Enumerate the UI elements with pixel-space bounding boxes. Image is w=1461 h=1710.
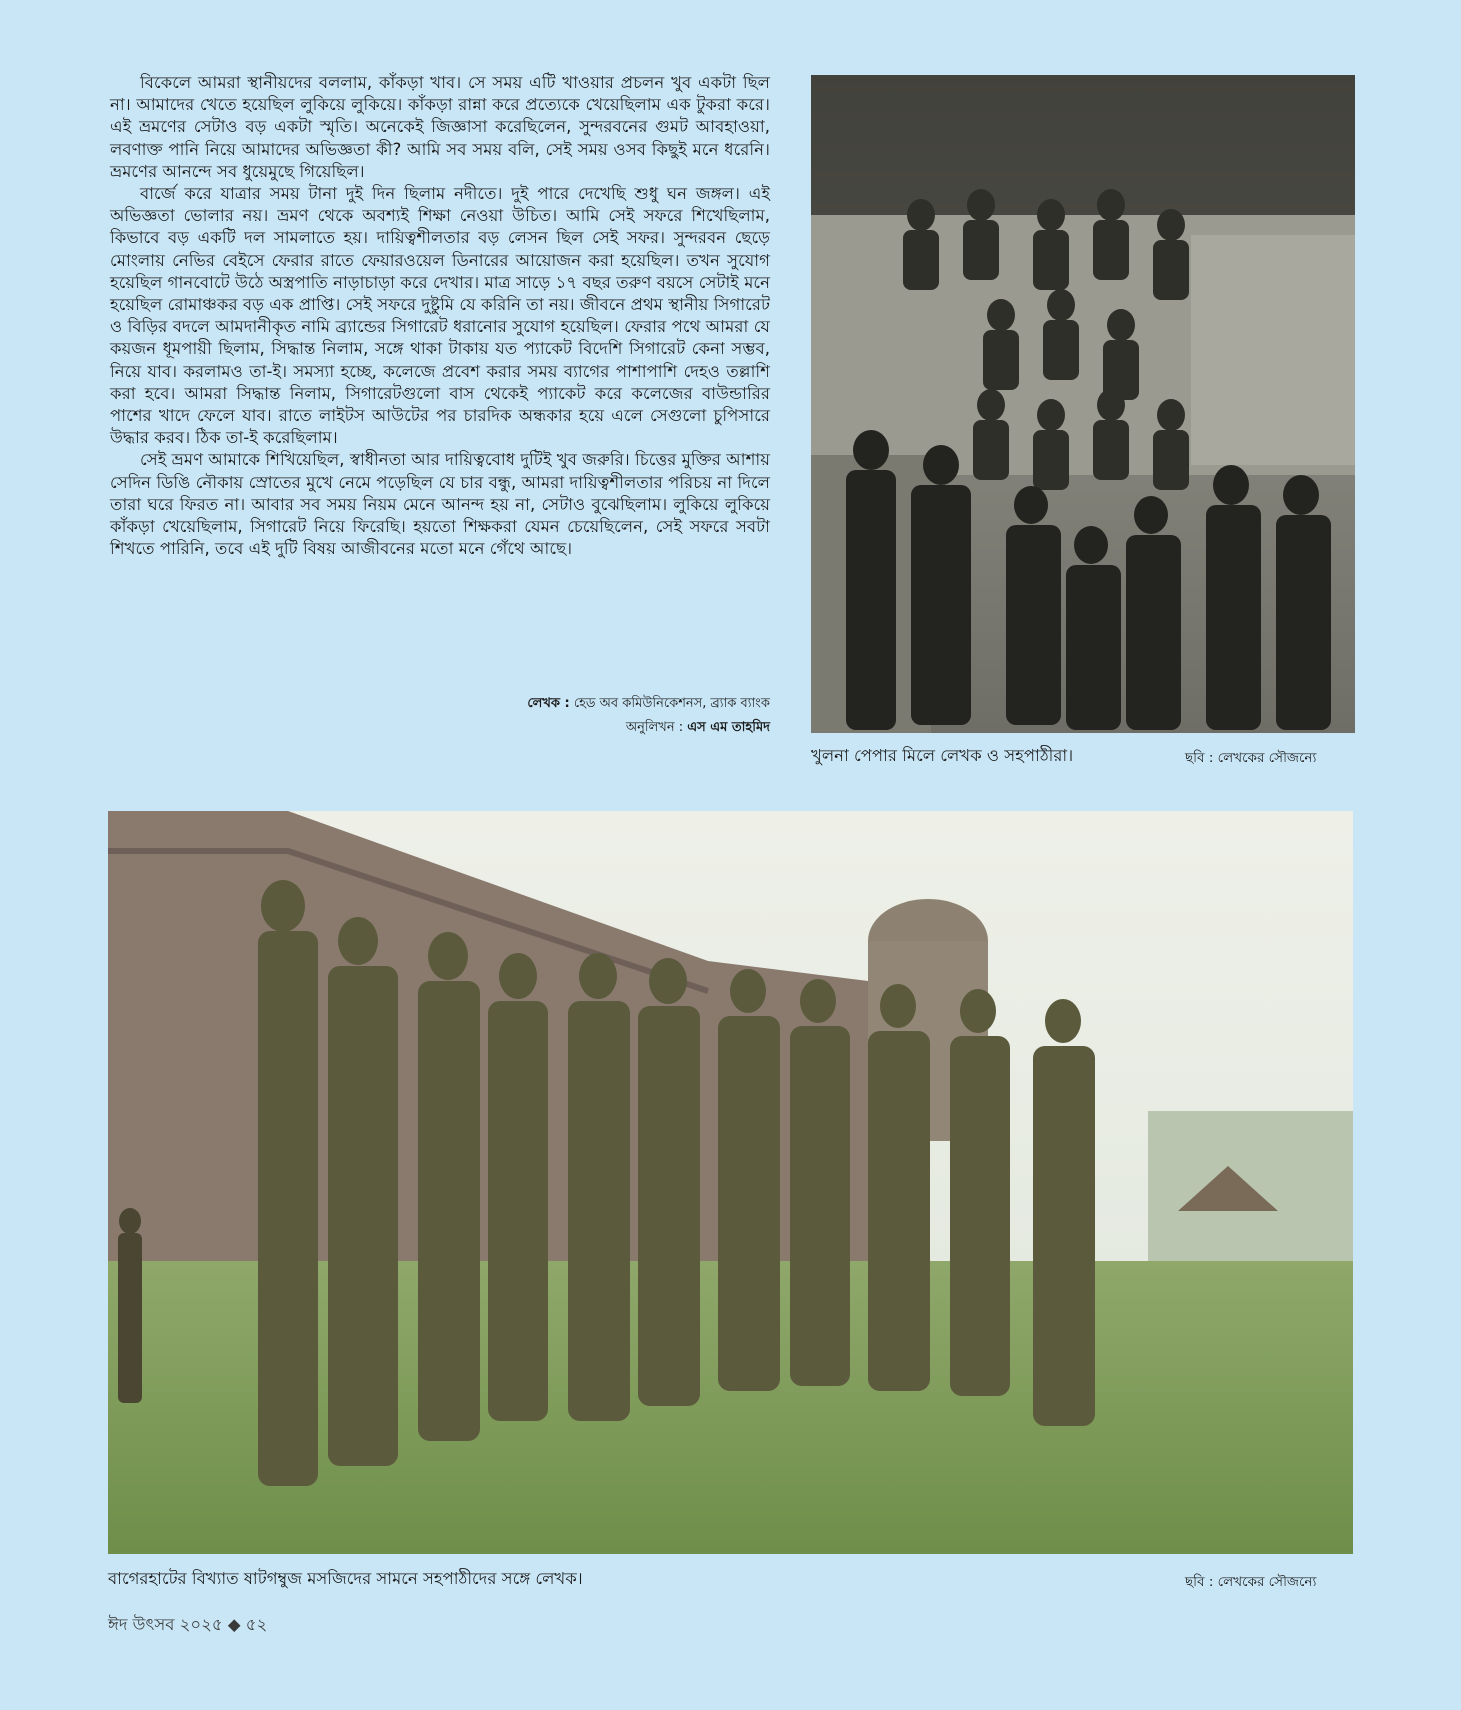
paper-mill-photo-illustration <box>811 75 1355 733</box>
author-label: লেখক : <box>527 696 570 711</box>
transcriber-label: অনুলিখন : <box>625 720 684 735</box>
author-value: হেড অব কমিউনিকেশনস, ব্র্যাক ব্যাংক <box>573 696 770 711</box>
article-paragraph-3: সেই ভ্রমণ আমাকে শিখিয়েছিল, স্বাধীনতা আর দায়িত্ববোধ দুটিই খুব জরুরি। চিত্তের মুক্তির আশায় সেদিন ডিঙি নৌকায় স্রোতের মুখে নেমে পড়েছিল যে চার বন্ধু, আমরা দায়িত্বশীলতার পরিচয় না দিলে তারা ঘরে ফিরত না। আবার সব সময় নিয়ম মেনে আনন্দ হয় না, সেটাও বুঝেছিলাম। লুকিয়ে লুকিয়ে কাঁকড়া খেয়েছিলাম, সিগারেট নিয়ে ফিরেছি। হয়তো শিক্ষকরা যেমন চেয়েছিলেন, সেই সফরে সবটা শিখতে পারিনি, তবে এই দুটি বিষয় আজীবনের মতো মনে গেঁথে আছে। <box>110 450 770 559</box>
page-number: ৫২ <box>245 1615 268 1634</box>
transcriber-line <box>110 716 770 740</box>
article-paragraph-2: বার্জে করে যাত্রার সময় টানা দুই দিন ছিলাম নদীতে। দুই পারে দেখেছি শুধু ঘন জঙ্গল। এই অভিজ্ঞতা ভোলার নয়। ভ্রমণ থেকে অবশ্যই শিক্ষা নেওয়া উচিত। আমি সেই সফরে শিখেছিলাম, কিভাবে বড় একটি দল সামলাতে হয়। দায়িত্বশীলতার বড় লেসন ছিল সেই সফর। সুন্দরবন ছেড়ে মোংলায় নেভির বেইসে ফেরার রাতে ফেয়ারওয়েল ডিনারের আয়োজন করা হয়েছিল। তখন সুযোগ হয়েছিল গানবোটে উঠে অস্ত্রপাতি নাড়াচাড়া করে দেখার। মাত্র সাড়ে ১৭ বছর তরুণ বয়সে সেটাই মনে হয়েছিল রোমাঞ্চকর বড় এক প্রাপ্তি। সেই সফরে দুষ্টুমি যে করিনি তা নয়। জীবনে প্রথম স্থানীয় সিগারেট ও বিড়ির বদলে আমদানীকৃত নামি ব্র্যান্ডের সিগারেট ধরানোর সুযোগ হয়েছিল। ফেরার পথে আমরা যে কয়জন ধূমপায়ী ছিলাম, সিদ্ধান্ত নিলাম, সঙ্গে থাকা টাকায় যত প্যাকেট বিদেশি সিগারেট কেনা সম্ভব, নিয়ে যাব। করলামও তা-ই। সমস্যা হচ্ছে, কলেজে প্রবেশ করার সময় ব্যাগের পাশাপাশি দেহও তল্লাশি করা হবে। আমরা সিদ্ধান্ত নিলাম, সিগারেটগুলো বাস থেকেই প্যাকেট করে কলেজের বাউন্ডারির পাশের খাদে ফেলে যাব। রাতে লাইটস আউটের পর চারদিক অন্ধকার হয়ে এলে সেগুলো চুপিসারে উদ্ধার করব। ঠিক তা-ই করেছিলাম। <box>110 184 770 448</box>
group-photo-mosque <box>108 811 1353 1554</box>
magazine-name: ঈদ উৎসব ২০২৫ <box>108 1615 223 1634</box>
paper-mill-caption: খুলনা পেপার মিলে লেখক ও সহপাঠীরা। <box>811 746 1074 765</box>
article-paragraph-1: বিকেলে আমরা স্থানীয়দের বললাম, কাঁকড়া খাব। সে সময় এটি খাওয়ার প্রচলন খুব একটা ছিল না। আমাদের খেতে হয়েছিল লুকিয়ে লুকিয়ে। কাঁকড়া রান্না করে প্রত্যেকে খেয়েছিলাম এক টুকরা করে। এই ভ্রমণের সেটাও বড় একটা স্মৃতি। অনেকেই জিজ্ঞাসা করেছিলেন, সুন্দরবনের গুমট আবহাওয়া, লবণাক্ত পানি নিয়ে আমাদের অভিজ্ঞতা কী? আমি সব সময় বলি, সেই সময় ওসব কিছুই মনে ধরেনি। ভ্রমণের আনন্দে সব ধুয়েমুছে গিয়েছিল। <box>110 73 770 181</box>
mosque-photo-credit: ছবি : লেখকের সৌজন্যে <box>1185 1574 1317 1590</box>
transcriber-value: এস এম তাহমিদ <box>687 720 770 735</box>
article-body <box>110 72 770 560</box>
paper-mill-photo-credit: ছবি : লেখকের সৌজন্যে <box>1185 750 1317 766</box>
mosque-photo-illustration <box>108 811 1353 1554</box>
page-footer <box>108 1612 267 1639</box>
author-credit <box>110 692 770 740</box>
author-line <box>110 692 770 716</box>
group-photo-paper-mill <box>811 75 1355 733</box>
mosque-caption: বাগেরহাটের বিখ্যাত ষাটগম্বুজ মসজিদের সামনে সহপাঠীদের সঙ্গে লেখক। <box>108 1569 583 1588</box>
footer-separator: ◆ <box>227 1615 241 1634</box>
